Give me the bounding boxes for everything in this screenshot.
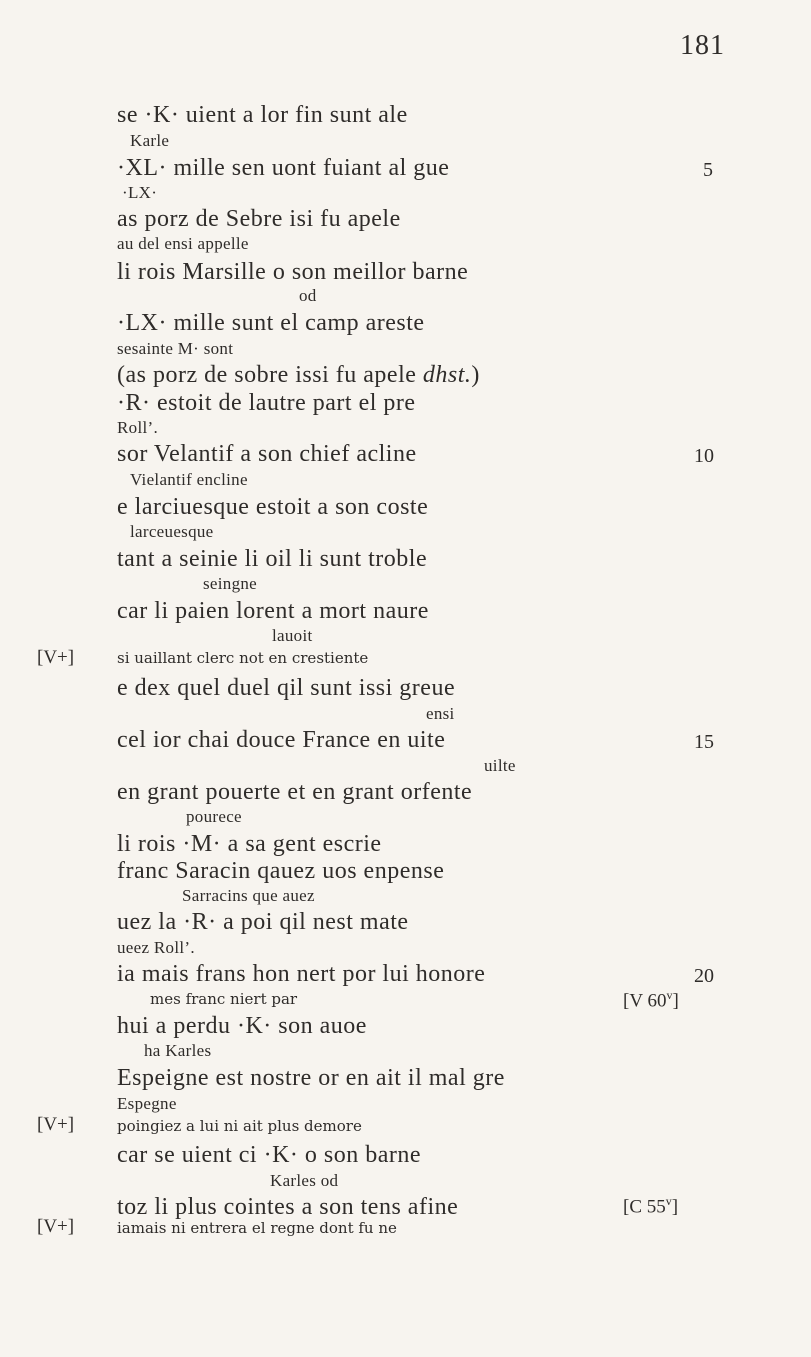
verse-line: ·XL· mille sen uont fuiant al gue: [117, 155, 450, 181]
variant-line: seingne: [203, 574, 258, 593]
variant-line: ·LX·: [122, 183, 158, 202]
manuscript-siglum: [623, 988, 679, 1012]
verse-line: en grant pouerte et en grant orfente: [117, 779, 473, 805]
siglum-end: ]: [672, 990, 679, 1012]
verse-line: ·R· estoit de lautre part el pre: [117, 390, 416, 416]
verse-line: e larciuesque estoit a son coste: [117, 494, 429, 520]
variant-line: Espegne: [117, 1094, 177, 1113]
variant-line: poingiez a lui ni ait plus demore: [117, 1117, 362, 1135]
verse-line: ·LX· mille sunt el camp areste: [117, 310, 425, 336]
variant-line: au del ensi appelle: [117, 234, 249, 253]
variant-line: Roll’.: [117, 418, 158, 437]
variant-line: mes franc niert par: [150, 990, 298, 1008]
verse-line: cel ior chai douce France en uite: [117, 727, 446, 753]
variant-line: si uaillant clerc not en crestiente: [117, 649, 369, 667]
variant-line: Vielantif encline: [130, 470, 248, 489]
verse-line: Espeigne est nostre or en ait il mal gre: [117, 1065, 505, 1091]
verse-line: uez la ·R· a poi qil nest mate: [117, 909, 409, 935]
verse-line: e dex quel duel qil sunt issi greue: [117, 675, 456, 701]
variant-line: ha Karles: [144, 1041, 212, 1060]
verse-line: car se uient ci ·K· o son barne: [117, 1142, 422, 1168]
variant-line: Sarracins que auez: [182, 886, 315, 905]
verse-line: li rois Marsille o son meillor barne: [117, 259, 469, 285]
verse-line: tant a seinie li oil li sunt troble: [117, 546, 428, 572]
variant-line: ueez Roll’.: [117, 938, 195, 957]
margin-mark: [V+]: [37, 1114, 75, 1135]
variant-line: Karles od: [270, 1171, 339, 1190]
verse-line: as porz de Sebre isi fu apele: [117, 206, 401, 232]
variant-line: uilte: [484, 756, 516, 775]
variant-line: lauoit: [272, 626, 313, 645]
variant-line: pourece: [186, 807, 242, 826]
variant-line: iamais ni entrera el regne dont fu ne: [117, 1219, 397, 1237]
verse-line: hui a perdu ·K· son auoe: [117, 1013, 367, 1039]
variant-line: larceuesque: [130, 522, 214, 541]
verse-line: li rois ·M· a sa gent escrie: [117, 831, 382, 857]
line-number: 15: [694, 731, 714, 753]
margin-mark: [V+]: [37, 647, 75, 668]
line-number: 10: [694, 445, 714, 467]
variant-line: ensi: [426, 704, 455, 723]
verse-line: sor Velantif a son chief acline: [117, 441, 417, 467]
variant-line: Karle: [130, 131, 170, 150]
verse-line: (as porz de sobre issi fu apele dhst.): [117, 362, 480, 388]
siglum-base: [C 55: [623, 1196, 666, 1218]
verse-line: ia mais frans hon nert por lui honore: [117, 961, 486, 987]
siglum-superscript: v: [666, 988, 673, 1002]
verse-line: car li paien lorent a mort naure: [117, 598, 429, 624]
manuscript-siglum: [623, 1194, 678, 1218]
line-number: 5: [703, 159, 713, 181]
siglum-base: [V 60: [623, 990, 667, 1012]
siglum-end: ]: [671, 1196, 679, 1218]
verse-line: franc Saracin qauez uos enpense: [117, 858, 445, 884]
line-number: 20: [694, 965, 714, 987]
variant-line: sesainte M· sont: [117, 339, 234, 358]
siglum-superscript: v: [665, 1194, 672, 1208]
variant-line: od: [299, 286, 317, 305]
margin-mark: [V+]: [37, 1216, 75, 1237]
page-number: 181: [680, 30, 725, 61]
verse-line: toz li plus cointes a son tens afine: [117, 1194, 459, 1220]
verse-line: se ·K· uient a lor fin sunt ale: [117, 102, 408, 128]
